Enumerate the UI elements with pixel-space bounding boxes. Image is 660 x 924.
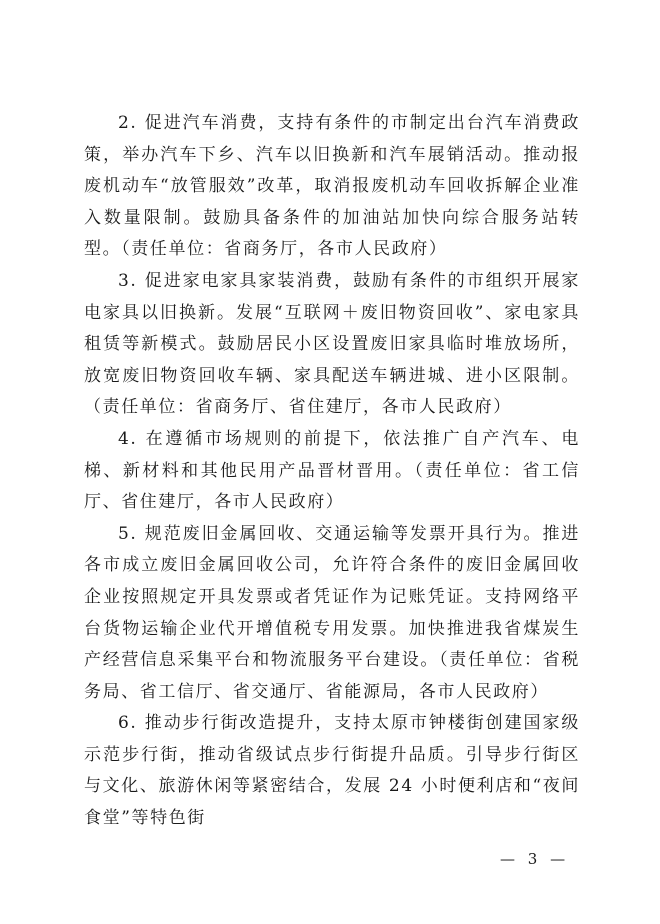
paragraph-item-3: 3. 促进家电家具家装消费，鼓励有条件的市组织开展家电家具以旧换新。发展“互联网＋废旧物资回收”、家电家具租赁等新模式。鼓励居民小区设置废旧家具临时堆放场所，放宽废旧物资回收车辆、家具配送车辆进城、进小区限制。（责任单位：省商务厅、省住建厅，各市人民政府） (84, 270, 580, 418)
paragraph-item-2: 2. 促进汽车消费，支持有条件的市制定出台汽车消费政策，举办汽车下乡、汽车以旧换新和汽车展销活动。推动报废机动车“放管服效”改革，取消报废机动车回收拆解企业准入数量限制。鼓励具备条件的加油站加快向综合服务站转型。（责任单位：省商务厅，各市人民政府） (84, 113, 580, 260)
paragraph-item-6: 6. 推动步行街改造提升，支持太原市钟楼街创建国家级示范步行街，推动省级试点步行街提升品质。引导步行街区与文化、旅游休闲等紧密结合，发展 24 小时便利店和“夜间食堂”等特色街 (84, 713, 580, 829)
paragraph-item-4: 4. 在遵循市场规则的前提下，依法推广自产汽车、电梯、新材料和其他民用产品晋材晋用。（责任单位：省工信厅、省住建厅，各市人民政府） (84, 428, 580, 513)
page-number: — 3 — (500, 850, 570, 868)
document-body (84, 108, 580, 835)
paragraph-item-5: 5. 规范废旧金属回收、交通运输等发票开具行为。推进各市成立废旧金属回收公司，允许符合条件的废旧金属回收企业按照规定开具发票或者凭证作为记账凭证。支持网络平台货物运输企业代开增值税专用发票。加快推进我省煤炭生产经营信息采集平台和物流服务平台建设。（责任单位：省税务局、省工信厅、省交通厅、省能源局，各市人民政府） (84, 523, 580, 702)
